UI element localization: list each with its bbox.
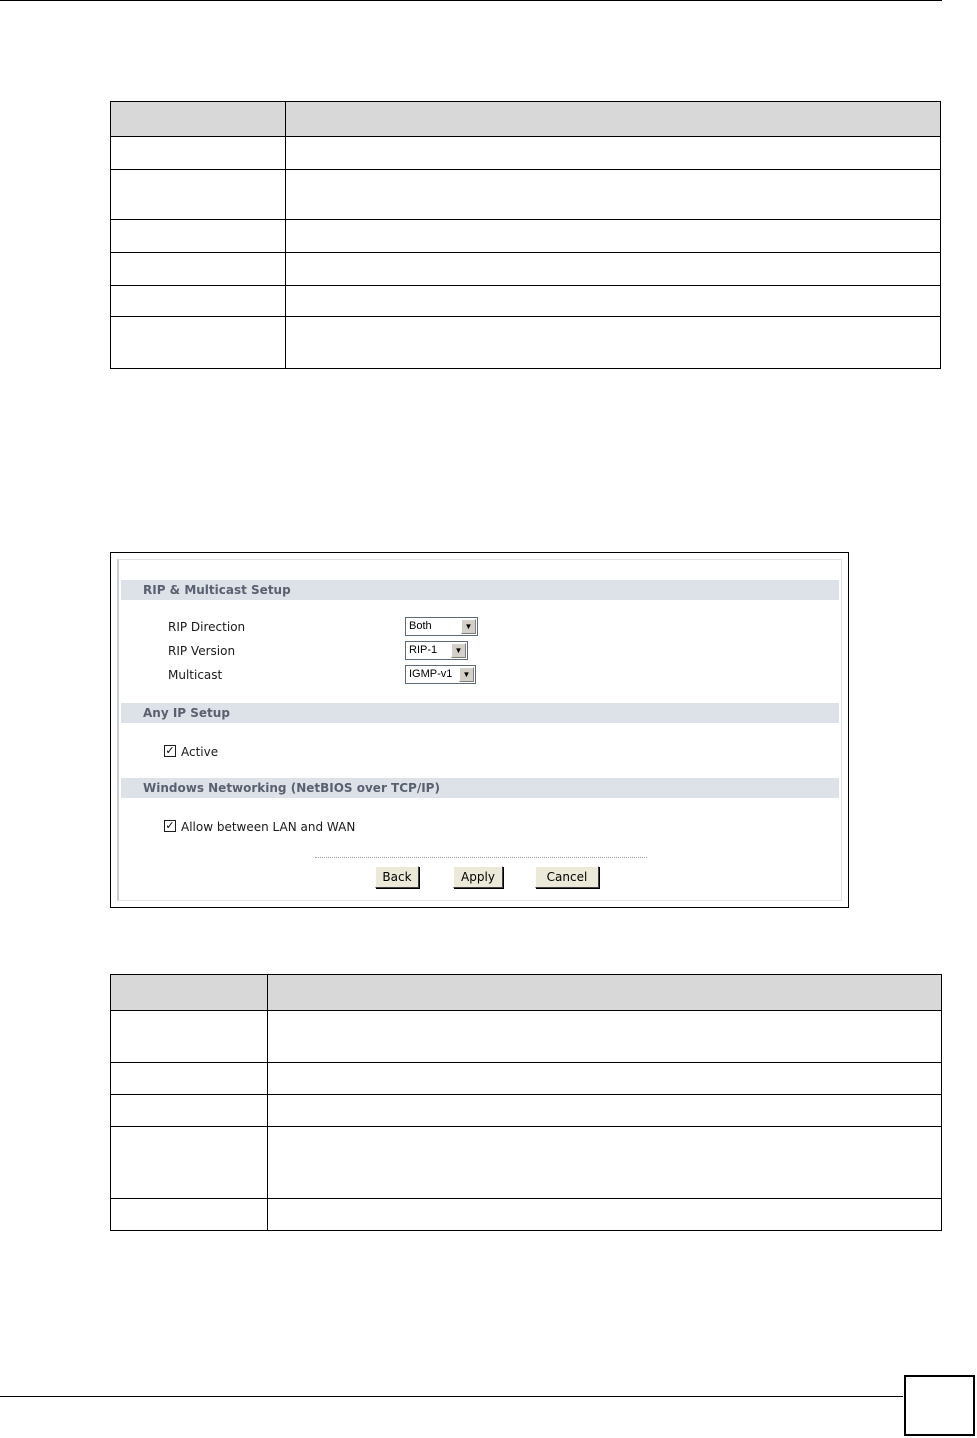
table-cell: [111, 1063, 268, 1095]
table-row: [111, 1011, 942, 1063]
table-cell: [111, 253, 286, 286]
table-cell: [268, 1199, 942, 1231]
rip-version-value: RIP-1: [409, 644, 438, 656]
chevron-down-icon[interactable]: ▼: [459, 667, 474, 682]
table-row: [111, 1063, 942, 1095]
table-cell: [268, 1127, 942, 1199]
multicast-select[interactable]: [405, 665, 476, 684]
section-any-ip-setup: Any IP Setup: [121, 703, 839, 723]
screen-body: [117, 559, 842, 901]
table-row: [111, 137, 941, 170]
table-cell: [286, 286, 941, 317]
table-header-row: [111, 102, 941, 137]
table-cell: [111, 1199, 268, 1231]
table-header-label: [111, 102, 286, 137]
table-header-description: [268, 975, 942, 1011]
allow-lan-wan-label: Allow between LAN and WAN: [181, 820, 356, 834]
multicast-label: Multicast: [168, 668, 223, 682]
table-row: [111, 1127, 942, 1199]
rip-version-label: RIP Version: [168, 644, 236, 658]
any-ip-active-label: Active: [181, 745, 219, 759]
table-cell: [111, 220, 286, 253]
table-header-label: [111, 975, 268, 1011]
rip-version-select[interactable]: [405, 641, 468, 660]
table-row: [111, 317, 941, 369]
table-cell: [286, 317, 941, 369]
table-cell: [111, 1011, 268, 1063]
rip-direction-label: RIP Direction: [168, 620, 246, 634]
footer-rule: [0, 1396, 903, 1397]
table-cell: [111, 1095, 268, 1127]
table-cell: [111, 1127, 268, 1199]
description-table-1: [110, 101, 941, 369]
page-number-box: [904, 1375, 975, 1436]
rip-direction-select[interactable]: [405, 617, 478, 636]
rip-multicast-screen: [110, 552, 849, 908]
table-cell: [111, 137, 286, 170]
chevron-down-icon[interactable]: ▼: [461, 619, 476, 634]
table-row: [111, 220, 941, 253]
section-windows-networking: Windows Networking (NetBIOS over TCP/IP): [121, 778, 839, 798]
table-cell: [268, 1095, 942, 1127]
table-cell: [111, 170, 286, 220]
apply-button[interactable]: Apply: [453, 866, 503, 888]
header-rule: [0, 0, 942, 1]
multicast-value: IGMP-v1: [409, 668, 453, 680]
back-button[interactable]: Back: [375, 866, 419, 888]
table-cell: [286, 170, 941, 220]
table-cell: [111, 317, 286, 369]
table-cell: [286, 253, 941, 286]
table-row: [111, 170, 941, 220]
table-row: [111, 1199, 942, 1231]
table-cell: [111, 286, 286, 317]
cancel-button[interactable]: Cancel: [535, 866, 599, 888]
allow-lan-wan-checkbox[interactable]: ✓: [165, 819, 175, 832]
table-row: [111, 253, 941, 286]
table-cell: [286, 220, 941, 253]
table-header-row: [111, 975, 942, 1011]
rip-direction-value: Both: [409, 620, 432, 632]
table-cell: [286, 137, 941, 170]
table-header-description: [286, 102, 941, 137]
description-table-2: [110, 974, 942, 1231]
table-cell: [268, 1011, 942, 1063]
button-separator: [315, 857, 647, 858]
table-cell: [268, 1063, 942, 1095]
any-ip-active-checkbox[interactable]: ✓: [165, 744, 175, 757]
table-row: [111, 286, 941, 317]
table-row: [111, 1095, 942, 1127]
chevron-down-icon[interactable]: ▼: [451, 643, 466, 658]
section-rip-multicast-setup: RIP & Multicast Setup: [121, 580, 839, 600]
